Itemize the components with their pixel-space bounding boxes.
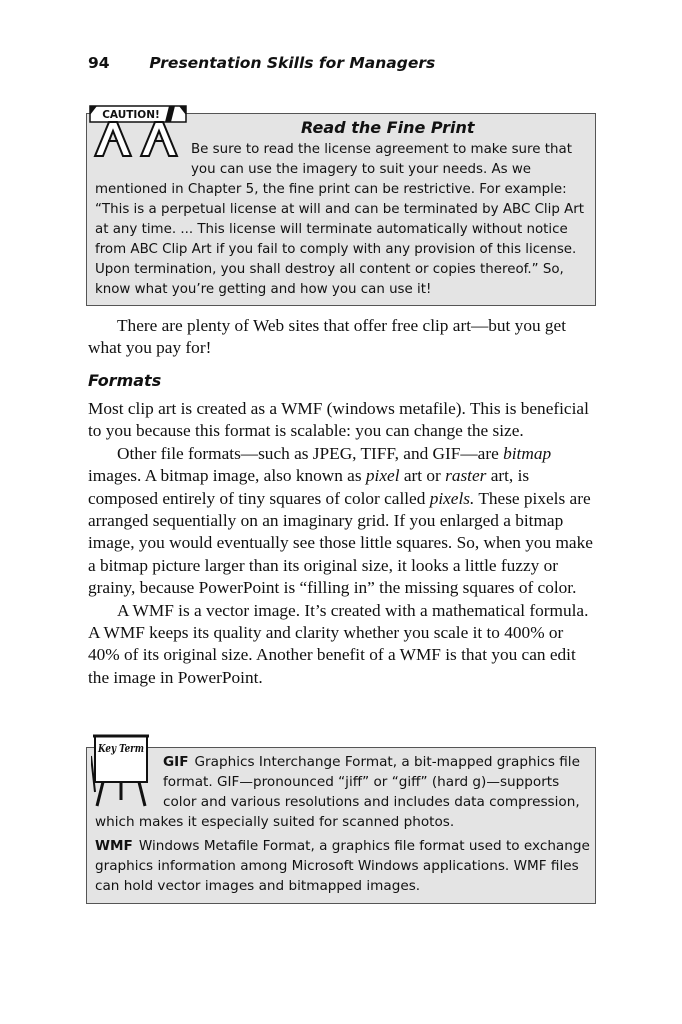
p2-text-c: art or [399, 466, 446, 486]
caution-sidebar [86, 109, 596, 306]
formats-paragraph-1: Most clip art is created as a WMF (windows metafile). This is beneficial to you because this format is scalable: you can change the size. [88, 399, 589, 441]
page-number: 94 [88, 54, 110, 72]
p2-text-b: images. A bitmap image, also known as [88, 466, 366, 486]
running-title: Presentation Skills for Managers [149, 54, 436, 72]
formats-paragraph-2 [88, 443, 596, 600]
key-term-gif [95, 752, 593, 832]
caution-title: Read the Fine Print [301, 118, 475, 137]
term-wmf: WMF [95, 838, 133, 854]
running-header [88, 54, 435, 72]
p2-text-d: art, is composed entirely of tiny squares of color called [88, 466, 530, 508]
definition-wmf: Windows Metafile Format, a graphics file format used to exchange graphics information among Microsoft Windows applications. WMF files can hold vector images and bitmapped images. [95, 838, 590, 894]
key-term-sidebar [86, 741, 596, 904]
intro-paragraph [88, 315, 596, 360]
term-bitmap: bitmap [503, 443, 552, 463]
caution-body-text: Be sure to read the license agreement to make sure that you can use the imagery to suit your needs. As we mentioned in Chapter 5, the fine print can be restrictive. For example: “This is a perpetual license at will and can be terminated by ABC Clip Art at any time. ... This license will terminate automatically without notice from ABC Clip Art if you fail to comply with any provision of this license. Upon termination, you shall destroy all content or copies thereof.” So, know what you’re getting and how you can use it! [95, 142, 585, 297]
term-raster: raster [445, 466, 487, 486]
formats-paragraph-3: A WMF is a vector image. It’s created with a mathematical formula. A WMF keeps its quality and clarity whether you scale it to 400% or 40% of its original size. Another benefit of a WMF is that you can edit the image in PowerPoint. [88, 600, 589, 687]
p2-text-e: These pixels are arranged sequentially on an imaginary grid. If you enlarged a bitmap image, you would eventually see those little squares. So, when you make a bitmap picture larger than its original size, it looks a little fuzzy or grainy, because PowerPoint is “filling in” the missing squares of color. [88, 488, 593, 598]
formats-section [88, 398, 596, 689]
term-pixels: pixels. [429, 488, 475, 508]
term-pixel: pixel [365, 466, 400, 486]
caution-body [95, 140, 591, 300]
intro-text: There are plenty of Web sites that offer free clip art—but you get what you pay for! [88, 316, 567, 358]
p2-text-a: Other file formats—such as JPEG, TIFF, and GIF—are [117, 443, 504, 463]
definition-gif: Graphics Interchange Format, a bit-mapped graphics file format. GIF—pronounced “jiff” or “giff” (hard g)—supports color and various resolutions and includes data compression, which makes it especially suited for scanned photos. [95, 754, 580, 830]
key-term-icon-label: Key Term [97, 741, 144, 755]
term-gif: GIF [163, 754, 189, 770]
caution-badge-text: CAUTION! [102, 109, 160, 121]
section-heading-formats: Formats [88, 371, 162, 390]
key-term-wmf [95, 836, 593, 896]
